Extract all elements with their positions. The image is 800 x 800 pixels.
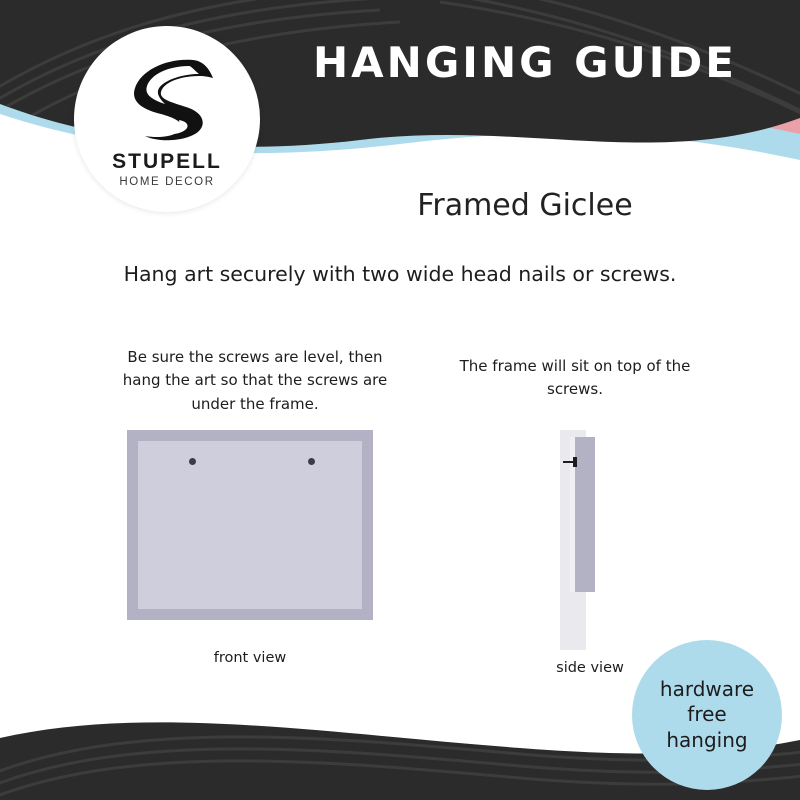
- swoosh-logo-icon: [119, 56, 215, 142]
- front-view-note: Be sure the screws are level, then hang the art so that the screws are under the frame.: [122, 348, 388, 413]
- side-view-caption: side view: [556, 660, 624, 676]
- front-view-caption: front view: [213, 650, 287, 666]
- badge-line-1: hardware: [659, 676, 755, 701]
- side-view-screw-head: [573, 457, 577, 467]
- front-view-frame-diagram: [127, 430, 373, 620]
- main-instruction: Hang art securely with two wide head nails or screws.: [123, 262, 677, 286]
- front-view-frame-inner: [138, 441, 362, 609]
- hardware-free-badge: [632, 640, 782, 790]
- side-view-note: The frame will sit on top of the screws.: [459, 357, 691, 399]
- badge-line-2: free: [687, 702, 727, 727]
- brand-tagline: HOME DECOR: [119, 176, 215, 188]
- page-title: HANGING GUIDE: [313, 38, 737, 87]
- screw-dot-right: [308, 458, 315, 465]
- side-view-frame: [575, 437, 595, 592]
- screw-dot-left: [189, 458, 196, 465]
- brand-name: STUPELL: [112, 150, 222, 173]
- brand-logo: [74, 26, 260, 212]
- product-type-label: Framed Giclee: [417, 188, 633, 223]
- badge-line-3: hanging: [666, 727, 748, 752]
